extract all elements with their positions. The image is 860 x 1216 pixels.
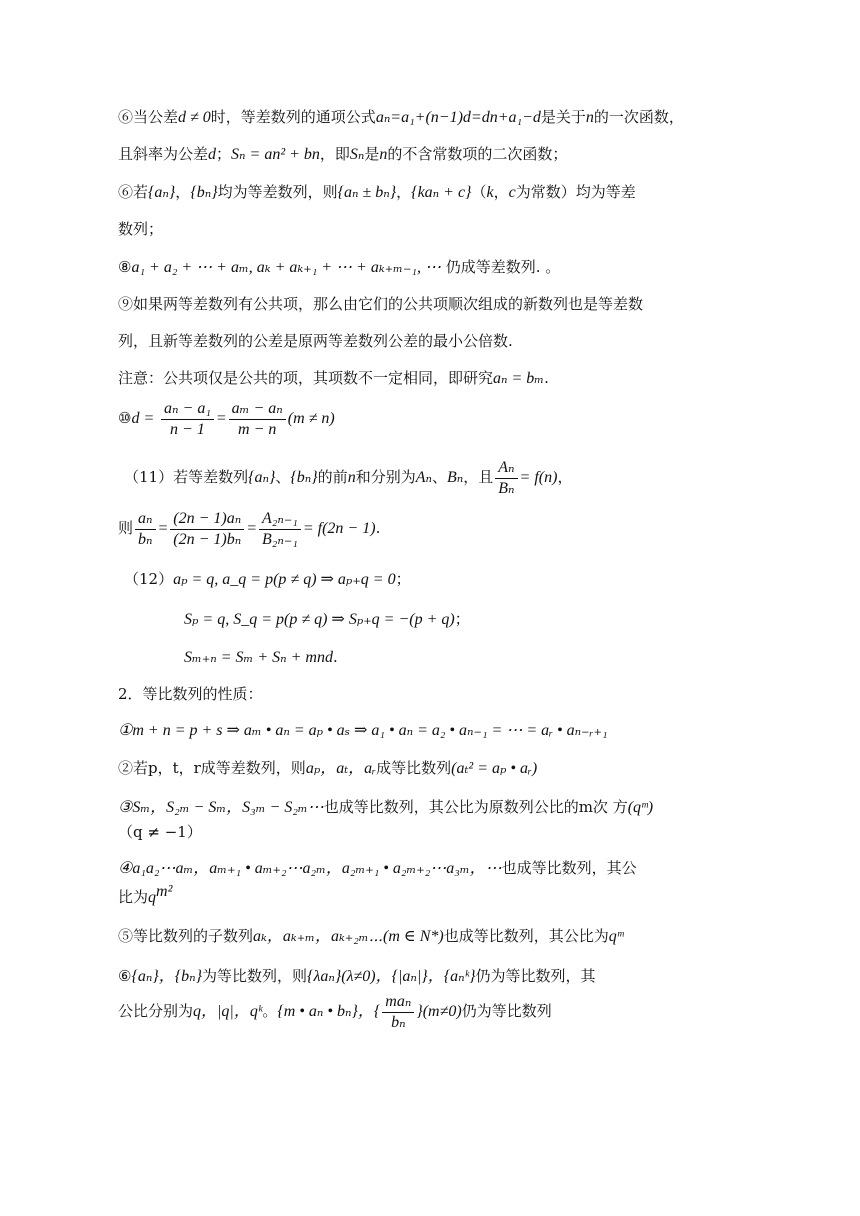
arith-property-12-line2: Sₚ = q, S_q = p(p ≠ q) ⇒ Sₚ₊q = −(p + q)； xyxy=(184,610,470,628)
arith-property-6a-line2: 且斜率为公差d；Sₙ = an² + bn，即Sₙ是n的不含常数项的二次函数； xyxy=(118,145,568,163)
fraction-man-bn: $\frac{\text{maₙ}}{\text{bₙ}}$ xyxy=(382,992,414,1033)
geo-property-1: ①m + n = p + s ⇒ aₘ • aₙ = aₚ • aₛ ⇒ a₁ • aₙ = a₂ • aₙ₋₁ = ⋯ = aᵣ • aₙ₋ᵣ₊₁ xyxy=(118,722,608,739)
fraction-An-Bn: $\frac{\text{Aₙ}}{\text{Bₙ}}$ xyxy=(495,458,517,499)
fraction-an-bn: $\frac{\text{aₙ}}{\text{bₙ}}$ xyxy=(135,509,155,550)
geo-property-6-line2: 公比分别为q，|q|，qᵏ。{m • aₙ • bₙ}，{ $\frac{\text{maₙ}}{\text{bₙ}}$ }(m≠0)仍为等比数列 xyxy=(118,992,552,1031)
arith-property-6b-line2: 数列； xyxy=(118,220,164,238)
arith-property-9-line2: 列，且新等差数列的公差是原两等差数列公差的最小公倍数. xyxy=(118,332,513,350)
geo-property-5: ⑤等比数列的子数列aₖ，aₖ₊ₘ，aₖ₊₂ₘ⋯(m ∈ N*)也成等比数列，其公比为qᵐ xyxy=(118,927,624,945)
fraction-A2n-B2n: $\frac{\text{A₂ₙ₋₁}}{\text{B₂ₙ₋₁}}$ xyxy=(259,509,301,550)
note-line: 注意：公共项仅是公共的项，其项数不一定相同，即研究aₙ = bₘ. xyxy=(118,369,549,387)
arith-property-6a-line1: ⑥当公差d ≠ 0时，等差数列的通项公式aₙ=a₁+(n−1)d=dn+a₁−d是关于n的一次函数， xyxy=(118,108,684,126)
arith-property-6b-line1: ⑥若{aₙ}，{bₙ}均为等差数列，则{aₙ ± bₙ}，{kaₙ + c}（k，c为常数）均为等差 xyxy=(118,183,636,201)
geo-property-4-line2: 比为$q^{m^2}$ xyxy=(118,883,173,906)
geo-property-4-line1: ④a₁a₂⋯aₘ，aₘ₊₁ • aₘ₊₂⋯a₂ₘ，a₂ₘ₊₁ • a₂ₘ₊₂⋯a₃ₘ，⋯也成等比数列，其公 xyxy=(118,859,637,877)
fraction-2n-1: $\frac{\text{(2n − 1)aₙ}}{\text{(2n − 1)bₙ}}$ xyxy=(170,509,244,550)
section-heading-geometric: 2．等比数列的性质： xyxy=(118,685,263,703)
arith-property-11-line1: （11）若等差数列{aₙ}、{bₙ}的前n和分别为Aₙ、Bₙ，且 $\frac{\text{Aₙ}}{\text{Bₙ}}$ = f(n)， xyxy=(124,458,573,497)
geo-property-3-line1: ③Sₘ，S₂ₘ − Sₘ，S₃ₘ − S₂ₘ⋯也成等比数列，其公比为原数列公比的m次 方(qᵐ) xyxy=(118,798,654,816)
fraction-an-a1: $\frac{\text{aₙ − a₁}}{n - 1}$ xyxy=(161,399,214,440)
arith-property-10: ⑩d = $\frac{\text{aₙ − a₁}}{n - 1}$ = $\frac{\text{aₘ − aₙ}}{m - n}$ (m ≠ n) xyxy=(118,399,335,438)
arith-property-12-line1: （12）aₚ = q, a_q = p(p ≠ q) ⇒ aₚ₊q = 0； xyxy=(124,570,411,588)
arith-property-8: ⑧a₁ + a₂ + ⋯ + aₘ, aₖ + aₖ₊₁ + ⋯ + aₖ₊ₘ₋₁, ⋯ 仍成等差数列. 。 xyxy=(118,258,561,276)
geo-property-6-line1: ⑥{aₙ}，{bₙ}为等比数列，则{λaₙ}(λ≠0)，{|aₙ|}，{aₙᵏ}仍为等比数列，其 xyxy=(118,967,596,985)
fraction-am-an: $\frac{\text{aₘ − aₙ}}{m - n}$ xyxy=(229,399,286,440)
geo-property-2: ②若p，t，r成等差数列，则aₚ，aₜ，aᵣ成等比数列(aₜ² = aₚ • aᵣ) xyxy=(118,759,538,777)
geo-property-3-line2: （q ≠ −1） xyxy=(118,823,202,841)
arith-property-11-line2: 则 $\frac{\text{aₙ}}{\text{bₙ}}$ = $\frac{\text{(2n − 1)aₙ}}{\text{(2n − 1)bₙ}}$ = $\frac{\text{A₂ₙ₋₁}}{\text{B₂ₙ₋₁}}$ = f(2n − 1). xyxy=(118,509,381,548)
arith-property-9-line1: ⑨如果两等差数列有公共项，那么由它们的公共项顺次组成的新数列也是等差数 xyxy=(118,295,644,313)
arith-property-12-line3: Sₘ₊ₙ = Sₘ + Sₙ + mnd. xyxy=(184,648,338,666)
